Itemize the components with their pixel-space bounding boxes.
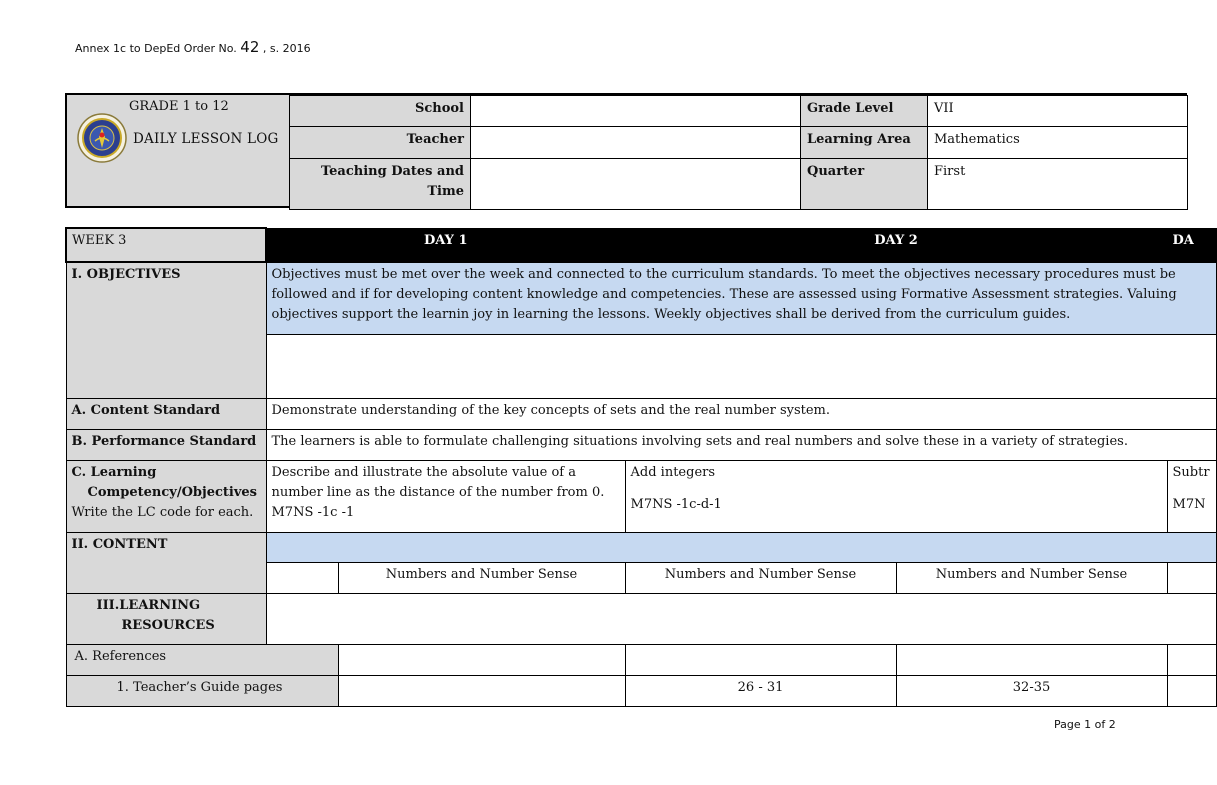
lc-day3-title: Subtr — [1172, 464, 1210, 480]
topic-day2: Numbers and Number Sense — [625, 562, 896, 593]
page-title: DAILY LESSON LOG — [133, 131, 279, 147]
references-day1[interactable] — [338, 644, 625, 675]
teaching-dates-field[interactable] — [471, 158, 801, 209]
teaching-dates-label — [290, 158, 471, 209]
performance-standard-text: The learners is able to formulate challenging situations involving sets and real numbers and solve these in a variety of strategies. — [266, 429, 1216, 460]
topic-day1: Numbers and Number Sense — [338, 562, 625, 593]
quarter-label: Quarter — [801, 158, 928, 209]
tg-pages-day3[interactable]: 32-35 — [896, 675, 1167, 706]
content-blue-band — [266, 532, 1216, 562]
learning-resources-cell[interactable] — [266, 593, 1216, 644]
references-label: A. References — [66, 644, 338, 675]
learning-resources-label — [66, 593, 266, 644]
teaching-dates-label-line2: Time — [427, 183, 464, 199]
lc-label-line3: Write the LC code for each. — [71, 504, 254, 520]
annex-number: 42 — [240, 38, 260, 56]
deped-seal-icon — [77, 113, 127, 163]
objectives-blank-cell[interactable] — [266, 334, 1216, 398]
content-standard-label: A. Content Standard — [66, 398, 266, 429]
topic-day4 — [1167, 562, 1216, 593]
resources-label-line1: III.LEARNING — [96, 597, 201, 613]
tg-pages-day4[interactable] — [1167, 675, 1216, 706]
annex-reference — [75, 38, 311, 56]
objectives-label: I. OBJECTIVES — [66, 262, 266, 398]
teacher-label: Teacher — [290, 127, 471, 158]
performance-standard-label: B. Performance Standard — [66, 429, 266, 460]
day2-header: DAY 2 — [625, 228, 1167, 262]
content-blank-cell[interactable] — [266, 562, 338, 593]
quarter-value[interactable]: First — [928, 158, 1188, 209]
lc-label-line2: Competency/Objectives — [87, 484, 257, 500]
tg-pages-day1[interactable] — [338, 675, 625, 706]
lc-label-line1: C. Learning — [71, 464, 157, 480]
header-info-table — [289, 95, 1188, 210]
lc-day2 — [625, 460, 1167, 532]
annex-prefix: Annex 1c to DepEd Order No. — [75, 42, 241, 55]
resources-label-line2: RESOURCES — [121, 617, 215, 633]
lc-day1: Describe and illustrate the absolute value of a number line as the distance of the number from 0. M7NS -1c -1 — [266, 460, 625, 532]
week-label: WEEK 3 — [66, 228, 266, 262]
content-label: II. CONTENT — [66, 532, 266, 593]
references-day2[interactable] — [625, 644, 896, 675]
teacher-field[interactable] — [471, 127, 801, 158]
annex-suffix: , s. 2016 — [259, 42, 311, 55]
references-day4[interactable] — [1167, 644, 1216, 675]
topic-day3: Numbers and Number Sense — [896, 562, 1167, 593]
school-label: School — [290, 96, 471, 127]
teaching-dates-label-line1: Teaching Dates and — [320, 163, 464, 179]
learning-competency-label — [66, 460, 266, 532]
grade-range: GRADE 1 to 12 — [129, 99, 229, 114]
references-day3[interactable] — [896, 644, 1167, 675]
logo-cell — [67, 95, 291, 206]
lesson-log-table — [65, 227, 1217, 707]
lc-day3 — [1167, 460, 1216, 532]
learning-area-value[interactable]: Mathematics — [928, 127, 1188, 158]
teachers-guide-label: 1. Teacher’s Guide pages — [66, 675, 338, 706]
page-number: Page 1 of 2 — [1054, 718, 1116, 731]
lc-day2-title: Add integers — [630, 464, 716, 480]
tg-pages-day2[interactable]: 26 - 31 — [625, 675, 896, 706]
lc-day3-code: M7N — [1172, 496, 1206, 512]
grade-level-value[interactable]: VII — [928, 96, 1188, 127]
day1-header: DAY 1 — [266, 228, 625, 262]
day3-header: DA — [1167, 228, 1216, 262]
learning-area-label: Learning Area — [801, 127, 928, 158]
lc-day2-code: M7NS -1c-d-1 — [630, 496, 722, 512]
content-standard-text: Demonstrate understanding of the key concepts of sets and the real number system. — [266, 398, 1216, 429]
objectives-description: Objectives must be met over the week and connected to the curriculum standards. To meet the objectives necessary procedures must be followed and if for developing content knowledge and competencies. These are assessed using Formative Assessment strategies. Valuing objectives support the learnin joy in learning the lessons. Weekly objectives shall be derived from the curriculum guides. — [266, 262, 1216, 334]
school-field[interactable] — [471, 96, 801, 127]
grade-level-label: Grade Level — [801, 96, 928, 127]
